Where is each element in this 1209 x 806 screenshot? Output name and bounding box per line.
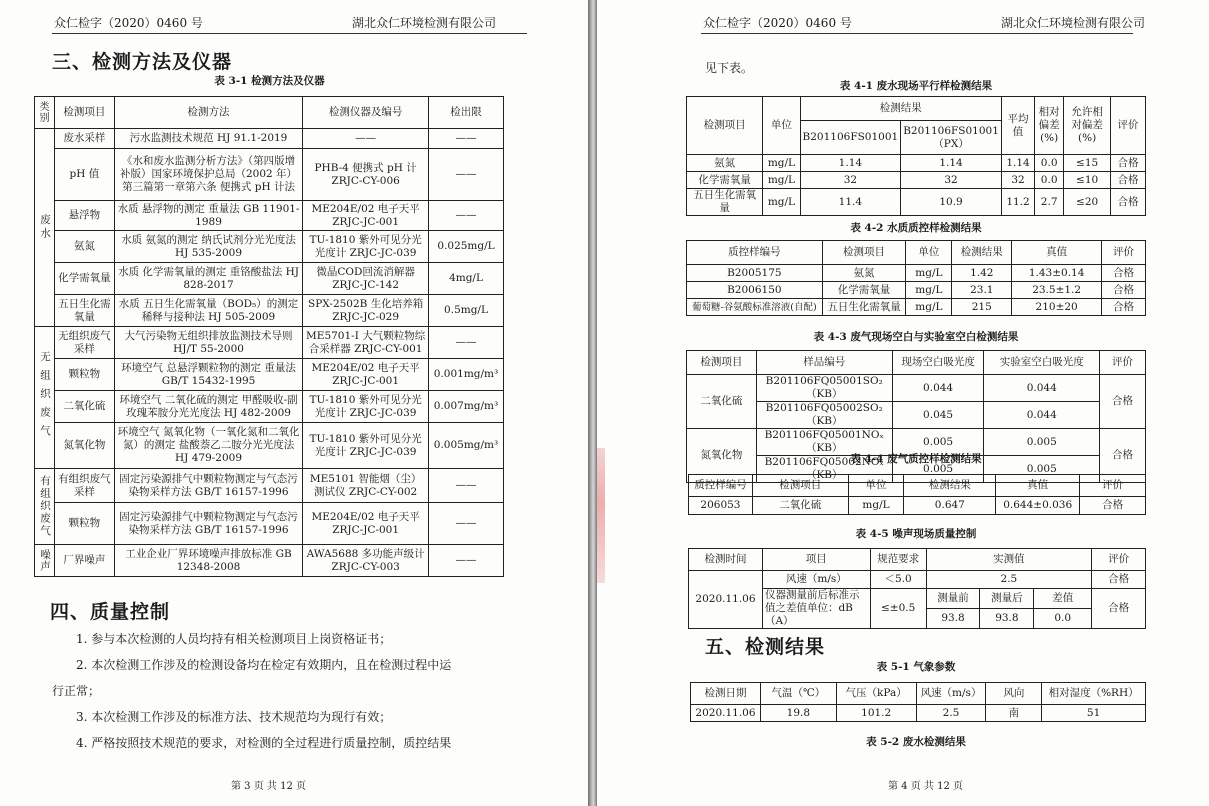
category-unorganized-gas: 无组织废气 bbox=[35, 327, 55, 469]
qc-item-1: 1. 参与本次检测的人员均持有相关检测项目上岗资格证书； bbox=[76, 632, 392, 646]
table-cell: 0.044 bbox=[984, 375, 1100, 402]
table-cell: ≤±0.5 bbox=[870, 589, 926, 629]
table-cell: 0.045 bbox=[892, 402, 984, 429]
table-cell: 1.14 bbox=[800, 155, 901, 172]
table-caption-4-2: 表 4-2 水质质控样检测结果 bbox=[850, 222, 982, 234]
table-cell: 合格 bbox=[1102, 299, 1146, 316]
table-cell: 0.005 bbox=[984, 456, 1100, 483]
table-cell: —— bbox=[429, 149, 504, 201]
table-cell: mg/L bbox=[763, 189, 800, 216]
col-header: 现场空白吸光度 bbox=[892, 351, 984, 375]
table-cell: TU-1810 紫外可见分光光度计 ZRJC-JC-039 bbox=[303, 423, 429, 469]
table-cell: 0.007mg/m³ bbox=[429, 391, 504, 423]
col-header: 检测项目 bbox=[822, 241, 906, 265]
col-header: 检测项目 bbox=[752, 475, 848, 497]
table-cell: 1.14 bbox=[1001, 155, 1034, 172]
table-cell: B2005175 bbox=[687, 265, 823, 282]
table-wastewater-parallel bbox=[686, 96, 1146, 216]
table-cell: 水质 悬浮物的测定 重量法 GB 11901-1989 bbox=[114, 201, 302, 231]
left-page bbox=[0, 0, 588, 806]
table-cell: 32 bbox=[800, 172, 901, 189]
header-company: 湖北众仁环境检测有限公司 bbox=[352, 16, 497, 30]
col-header: 项目 bbox=[762, 549, 870, 571]
table-cell: 0.005 bbox=[892, 429, 984, 456]
table-cell: ME5101 智能烟（尘）测试仪 ZRJC-CY-002 bbox=[303, 469, 429, 503]
table-cell: 水质 化学需氧量的测定 重铬酸盐法 HJ 828-2017 bbox=[114, 263, 302, 295]
col-header: 实验室空白吸光度 bbox=[984, 351, 1100, 375]
col-header: 评价 bbox=[1100, 351, 1146, 375]
qc-item-4: 4. 严格按照技术规范的要求，对检测的全过程进行质量控制，质控结果 bbox=[76, 736, 452, 750]
table-cell: 23.1 bbox=[952, 282, 1012, 299]
col-header: 真值 bbox=[1012, 241, 1102, 265]
table-cell: 仪器测量前后标准示值之差值单位：dB（A） bbox=[762, 589, 870, 629]
table-cell: 水质 五日生化需氧量（BOD₅）的测定 稀释与接种法 HJ 505-2009 bbox=[114, 295, 302, 327]
table-cell: 合格 bbox=[1080, 497, 1146, 515]
table-caption-4-4: 表 4-4 废气质控样检测结果 bbox=[850, 453, 982, 465]
table-cell: —— bbox=[429, 469, 504, 503]
col-header-allowed-dev: 允许相对偏差(%) bbox=[1064, 97, 1111, 155]
table-cell: 测量后 bbox=[980, 589, 1034, 609]
table-cell: 23.5±1.2 bbox=[1012, 282, 1102, 299]
table-cell: ME204E/02 电子天平 ZRJC-JC-001 bbox=[303, 359, 429, 391]
table-cell: —— bbox=[429, 201, 504, 231]
section-title-results: 五、检测结果 bbox=[705, 636, 826, 658]
table-cell: 污水监测技术规范 HJ 91.1-2019 bbox=[114, 129, 302, 149]
col-header: 检测日期 bbox=[691, 683, 761, 705]
table-cell: 无组织废气采样 bbox=[54, 327, 114, 359]
table-cell: 206053 bbox=[689, 497, 753, 515]
intro-text: 见下表。 bbox=[705, 61, 754, 75]
col-header: 评价 bbox=[1092, 549, 1146, 571]
table-cell: 合格 bbox=[1092, 571, 1146, 589]
table-cell: 差值 bbox=[1034, 589, 1092, 609]
table-cell: 2.5 bbox=[916, 705, 986, 722]
table-cell: TU-1810 紫外可见分光光度计 ZRJC-JC-039 bbox=[303, 391, 429, 423]
table-cell: 固定污染源排气中颗粒物测定与气态污染物采样方法 GB/T 16157-1996 bbox=[114, 469, 302, 503]
category-organized-gas: 有组织废气 bbox=[35, 469, 55, 545]
table-cell: 合格 bbox=[1111, 172, 1146, 189]
book-gutter bbox=[588, 0, 597, 806]
col-header: 质控样编号 bbox=[687, 241, 823, 265]
table-cell: PHB-4 便携式 pH 计 ZRJC-CY-006 bbox=[303, 149, 429, 201]
table-cell: 0.005mg/m³ bbox=[429, 423, 504, 469]
table-cell: 合格 bbox=[1102, 265, 1146, 282]
section-title-methods: 三、检测方法及仪器 bbox=[52, 51, 233, 73]
col-header: 风向 bbox=[986, 683, 1042, 705]
col-header: 检测时间 bbox=[689, 549, 763, 571]
table-cell: ≤15 bbox=[1064, 155, 1111, 172]
table-cell: 化学需氧量 bbox=[822, 282, 906, 299]
col-header: 评价 bbox=[1102, 241, 1146, 265]
table-cell: 合格 bbox=[1092, 589, 1146, 629]
table-cell: 合格 bbox=[1102, 282, 1146, 299]
table-cell: pH 值 bbox=[54, 149, 114, 201]
table-cell: 0.647 bbox=[904, 497, 996, 515]
col-header: 检测结果 bbox=[952, 241, 1012, 265]
table-noise-qc bbox=[688, 548, 1146, 629]
table-cell: 合格 bbox=[1111, 155, 1146, 172]
table-caption-4-1: 表 4-1 废水现场平行样检测结果 bbox=[839, 80, 993, 92]
table-cell: —— bbox=[429, 327, 504, 359]
table-cell: 风速（m/s） bbox=[762, 571, 870, 589]
table-cell: mg/L bbox=[906, 282, 952, 299]
table-cell: 工业企业厂界环境噪声排放标准 GB 12348-2008 bbox=[114, 545, 302, 577]
table-cell: 五日生化需氧量 bbox=[54, 295, 114, 327]
table-cell: 二氧化硫 bbox=[54, 391, 114, 423]
table-cell: 氨氮 bbox=[687, 155, 763, 172]
col-header: 实测值 bbox=[926, 549, 1092, 571]
category-noise: 噪声 bbox=[35, 545, 55, 577]
table-cell: 1.14 bbox=[901, 155, 1002, 172]
col-header: 相对湿度（%RH） bbox=[1042, 683, 1146, 705]
table-cell: 11.4 bbox=[800, 189, 901, 216]
table-cell: 1.42 bbox=[952, 265, 1012, 282]
table-caption-5-1: 表 5-1 气象参数 bbox=[876, 661, 956, 673]
col-header-item: 检测项目 bbox=[687, 97, 763, 155]
table-cell: mg/L bbox=[906, 265, 952, 282]
table-cell: —— bbox=[429, 503, 504, 545]
qc-item-2: 2. 本次检测工作涉及的检测设备均在检定有效期内，且在检测过程中运 bbox=[76, 658, 452, 672]
table-cell: 环境空气 总悬浮颗粒物的测定 重量法 GB/T 15432-1995 bbox=[114, 359, 302, 391]
table-cell-so2: 二氧化硫 bbox=[687, 375, 757, 429]
table-water-qc-samples bbox=[686, 240, 1146, 316]
table-cell: 11.2 bbox=[1001, 189, 1034, 216]
qc-item-3: 3. 本次检测工作涉及的标准方法、技术规范均为现行有效； bbox=[76, 710, 392, 724]
table-cell: 210±20 bbox=[1012, 299, 1102, 316]
col-header-item: 检测项目 bbox=[54, 97, 114, 129]
table-cell: 32 bbox=[901, 172, 1002, 189]
table-cell: 环境空气 二氧化硫的测定 甲醛吸收-副玫瑰苯胺分光光度法 HJ 482-2009 bbox=[114, 391, 302, 423]
table-cell: 0.644±0.036 bbox=[996, 497, 1080, 515]
col-header: 检测结果 bbox=[904, 475, 996, 497]
col-header-sample-1: B201106FS01001 bbox=[800, 121, 901, 155]
table-cell-eval: 合格 bbox=[1100, 429, 1146, 483]
table-cell: B201106FQ05001NOₓ（KB） bbox=[756, 429, 892, 456]
table-cell: 固定污染源排气中颗粒物测定与气态污染物采样方法 GB/T 16157-1996 bbox=[114, 503, 302, 545]
sample-2-px: （PX） bbox=[933, 137, 969, 150]
table-cell: mg/L bbox=[763, 172, 800, 189]
table-cell: 化学需氧量 bbox=[687, 172, 763, 189]
table-cell: ME204E/02 电子天平 ZRJC-JC-001 bbox=[303, 201, 429, 231]
table-cell: ≤20 bbox=[1064, 189, 1111, 216]
table-cell: 悬浮物 bbox=[54, 201, 114, 231]
table-cell: B201106FQ05002NOₓ（KB） bbox=[756, 456, 892, 483]
table-cell: 氨氮 bbox=[54, 231, 114, 263]
table-cell: 五日生化需氧量 bbox=[687, 189, 763, 216]
page-footer-right: 第 4 页 共 12 页 bbox=[888, 781, 963, 792]
table-cell: 废水采样 bbox=[54, 129, 114, 149]
header-company: 湖北众仁环境检测有限公司 bbox=[1001, 16, 1146, 30]
table-cell-date: 2020.11.06 bbox=[689, 571, 763, 629]
table-cell: 32 bbox=[1001, 172, 1034, 189]
table-cell: 0.001mg/m³ bbox=[429, 359, 504, 391]
table-cell: 10.9 bbox=[901, 189, 1002, 216]
col-header: 气温（℃） bbox=[760, 683, 836, 705]
table-cell-nox: 氮氧化物 bbox=[687, 429, 757, 483]
table-cell: 0.025mg/L bbox=[429, 231, 504, 263]
table-cell: 颗粒物 bbox=[54, 503, 114, 545]
seal-stamp-edge bbox=[597, 448, 605, 583]
table-cell: 氨氮 bbox=[822, 265, 906, 282]
table-cell: 合格 bbox=[1111, 189, 1146, 216]
col-header: 单位 bbox=[906, 241, 952, 265]
col-header-category: 类别 bbox=[35, 97, 55, 129]
col-header-result: 检测结果 bbox=[800, 97, 1001, 121]
col-header-method: 检测方法 bbox=[114, 97, 302, 129]
table-caption-4-3: 表 4-3 废气现场空白与实验室空白检测结果 bbox=[813, 331, 1019, 343]
table-cell: 有组织废气采样 bbox=[54, 469, 114, 503]
header-rule bbox=[701, 33, 1133, 34]
col-header-evaluation: 评价 bbox=[1111, 97, 1146, 155]
table-cell: 微晶COD回流消解器 ZRJC-JC-142 bbox=[303, 263, 429, 295]
table-cell: ME5701-I 大气颗粒物综合采样器 ZRJC-CY-001 bbox=[303, 327, 429, 359]
table-cell: B201106FQ05002SO₂（KB） bbox=[756, 402, 892, 429]
table-cell: 五日生化需氧量 bbox=[822, 299, 906, 316]
table-cell: ＜5.0 bbox=[870, 571, 926, 589]
header-report-number: 众仁检字（2020）0460 号 bbox=[703, 16, 852, 30]
table-cell: 101.2 bbox=[836, 705, 916, 722]
table-cell: 0.0 bbox=[1035, 155, 1064, 172]
col-header: 真值 bbox=[996, 475, 1080, 497]
table-cell: 0.5mg/L bbox=[429, 295, 504, 327]
category-wastewater: 废水 bbox=[35, 129, 55, 327]
table-cell: 2.5 bbox=[926, 571, 1092, 589]
header-report-number: 众仁检字（2020）0460 号 bbox=[54, 16, 203, 30]
table-cell: 0.044 bbox=[984, 402, 1100, 429]
col-header: 规范要求 bbox=[870, 549, 926, 571]
table-cell: 0.044 bbox=[892, 375, 984, 402]
col-header-rel-dev: 相对偏差(%) bbox=[1035, 97, 1064, 155]
qc-item-2-cont: 行正常； bbox=[52, 684, 101, 698]
table-cell: 1.43±0.14 bbox=[1012, 265, 1102, 282]
table-cell: mg/L bbox=[848, 497, 904, 515]
table-methods-instruments bbox=[34, 96, 504, 577]
table-caption-5-2: 表 5-2 废水检测结果 bbox=[866, 736, 966, 748]
sample-2-id: B201106FS01001 bbox=[903, 124, 999, 137]
table-cell: 厂界噪声 bbox=[54, 545, 114, 577]
col-header-sample-2 bbox=[901, 121, 1002, 155]
table-cell: 化学需氧量 bbox=[54, 263, 114, 295]
table-cell: 测量前 bbox=[926, 589, 980, 609]
table-cell: 0.0 bbox=[1034, 609, 1092, 629]
table-cell: 环境空气 氮氧化物（一氧化氮和二氧化氮）的测定 盐酸萘乙二胺分光光度法 HJ 479-2009 bbox=[114, 423, 302, 469]
table-cell: 215 bbox=[952, 299, 1012, 316]
col-header: 气压（kPa） bbox=[836, 683, 916, 705]
col-header-instrument: 检测仪器及编号 bbox=[303, 97, 429, 129]
table-cell: AWA5688 多功能声级计 ZRJC-CY-003 bbox=[303, 545, 429, 577]
col-header: 评价 bbox=[1080, 475, 1146, 497]
col-header-limit: 检出限 bbox=[429, 97, 504, 129]
header-rule bbox=[52, 33, 527, 34]
table-cell: 《水和废水监测分析方法》（第四版增补版）国家环境保护总局（2002 年）第三篇第一章第六条 便携式 pH 计法 bbox=[114, 149, 302, 201]
table-cell: mg/L bbox=[906, 299, 952, 316]
table-cell: 2020.11.06 bbox=[691, 705, 761, 722]
table-cell: ME204E/02 电子天平 ZRJC-JC-001 bbox=[303, 503, 429, 545]
table-cell: 大气污染物无组织排放监测技术导则 HJ/T 55-2000 bbox=[114, 327, 302, 359]
table-cell: mg/L bbox=[763, 155, 800, 172]
right-page bbox=[597, 0, 1209, 806]
table-cell-eval: 合格 bbox=[1100, 375, 1146, 429]
col-header: 风速（m/s） bbox=[916, 683, 986, 705]
table-caption-4-5: 表 4-5 噪声现场质量控制 bbox=[855, 528, 977, 540]
table-cell: 二氧化硫 bbox=[752, 497, 848, 515]
col-header: 检测项目 bbox=[687, 351, 757, 375]
table-cell: B2006150 bbox=[687, 282, 823, 299]
section-title-quality-control: 四、质量控制 bbox=[50, 601, 171, 623]
page-footer-left: 第 3 页 共 12 页 bbox=[231, 781, 306, 792]
table-cell: B201106FQ05001SO₂（KB） bbox=[756, 375, 892, 402]
table-cell: 4mg/L bbox=[429, 263, 504, 295]
table-cell: 93.8 bbox=[926, 609, 980, 629]
table-cell: SPX-2502B 生化培养箱 ZRJC-JC-029 bbox=[303, 295, 429, 327]
col-header: 单位 bbox=[848, 475, 904, 497]
col-header: 样品编号 bbox=[756, 351, 892, 375]
table-cell: 93.8 bbox=[980, 609, 1034, 629]
table-cell: —— bbox=[429, 545, 504, 577]
col-header-unit: 单位 bbox=[763, 97, 800, 155]
table-cell: 颗粒物 bbox=[54, 359, 114, 391]
table-cell: 51 bbox=[1042, 705, 1146, 722]
table-cell: 2.7 bbox=[1035, 189, 1064, 216]
table-cell: —— bbox=[303, 129, 429, 149]
table-cell: 0.005 bbox=[892, 456, 984, 483]
col-header-average: 平均值 bbox=[1001, 97, 1034, 155]
table-cell: 氮氧化物 bbox=[54, 423, 114, 469]
col-header: 质控样编号 bbox=[689, 475, 753, 497]
table-cell: 0.005 bbox=[984, 429, 1100, 456]
table-cell: 水质 氨氮的测定 纳氏试剂分光光度法 HJ 535-2009 bbox=[114, 231, 302, 263]
table-cell: —— bbox=[429, 129, 504, 149]
table-cell: ≤10 bbox=[1064, 172, 1111, 189]
table-caption-3-1: 表 3-1 检测方法及仪器 bbox=[214, 75, 325, 87]
table-weather-params bbox=[690, 682, 1146, 722]
table-cell: 0.0 bbox=[1035, 172, 1064, 189]
table-gas-qc-samples bbox=[688, 474, 1146, 515]
table-cell: 南 bbox=[986, 705, 1042, 722]
table-cell: TU-1810 紫外可见分光光度计 ZRJC-JC-039 bbox=[303, 231, 429, 263]
table-cell: 19.8 bbox=[760, 705, 836, 722]
table-cell: 葡萄糖-谷氨酸标准溶液(自配) bbox=[687, 299, 823, 316]
